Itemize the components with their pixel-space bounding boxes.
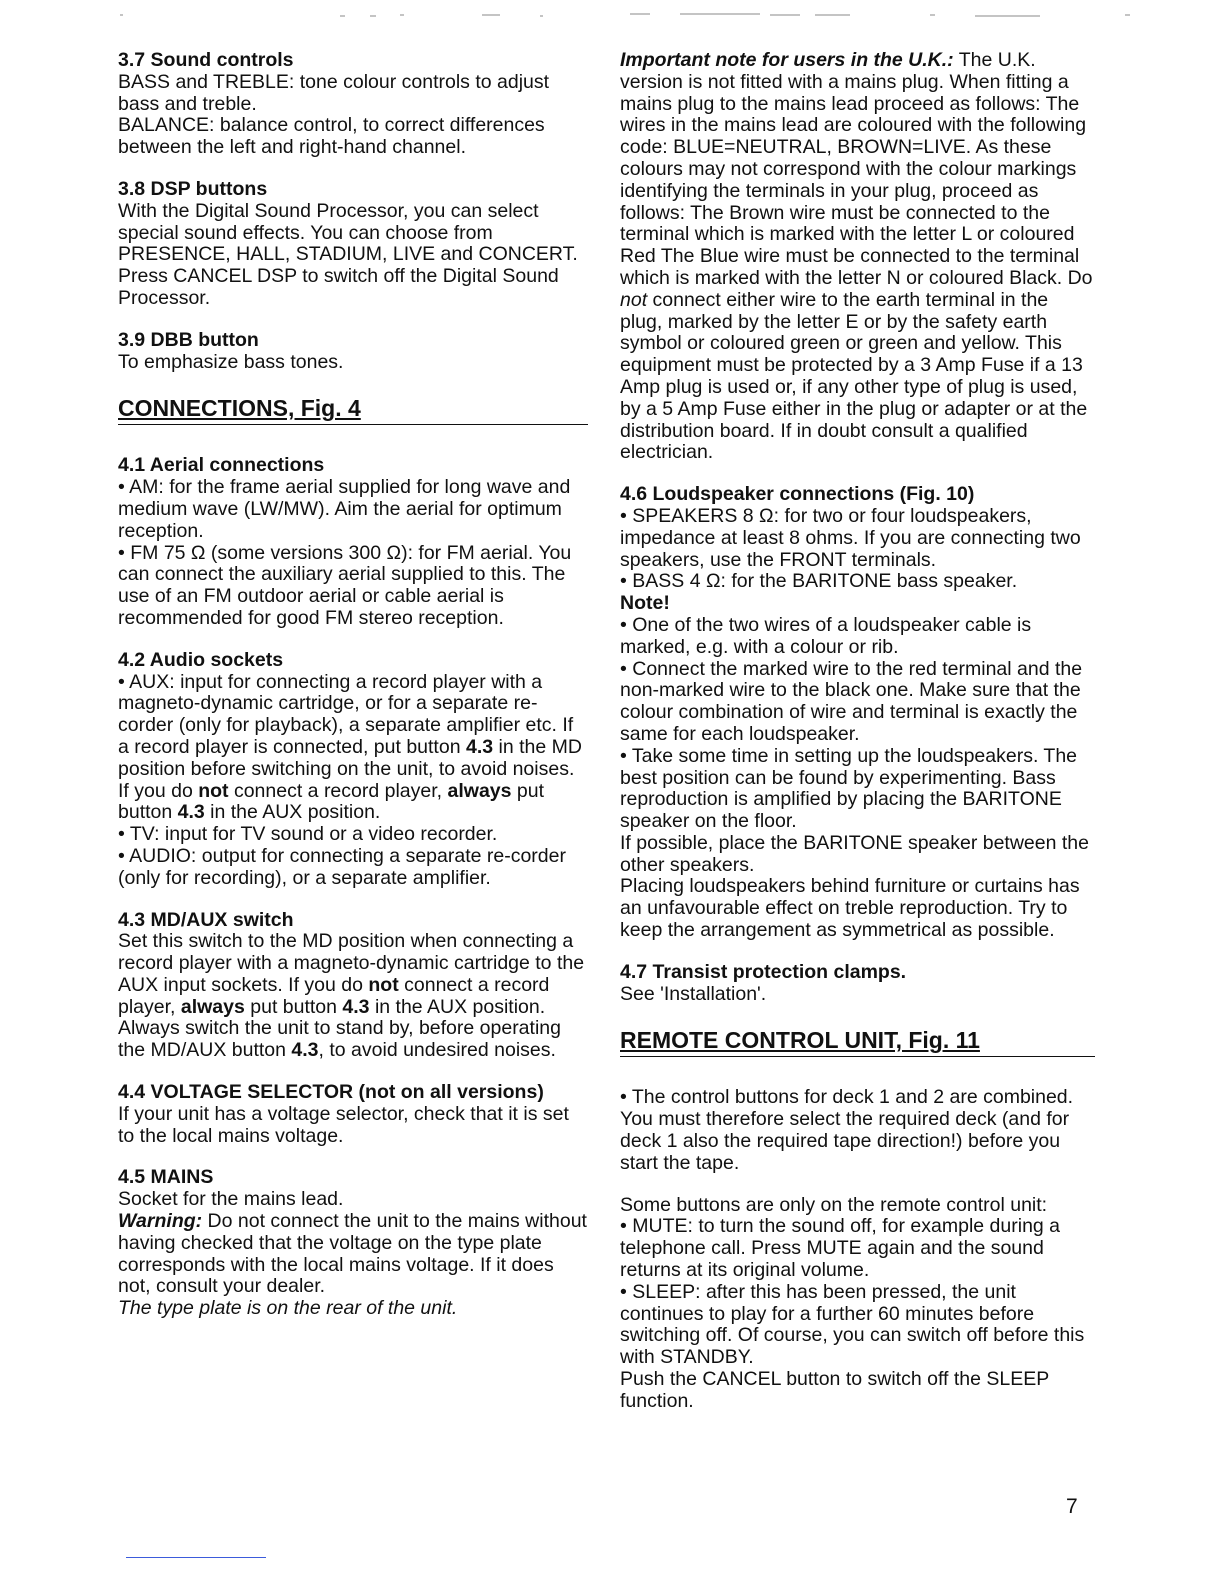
paragraph: With the Digital Sound Processor, you can select special sound effects. You can choose from PRESENCE, HALL, STADIUM, LIVE and CONCERT. (118, 199, 578, 266)
text: Always switch the unit to stand by, before operating the MD/AUX button (118, 1017, 561, 1062)
paragraph: • SLEEP: after this has been pressed, the unit continues to play for a further 60 minutes before switching off. Of course, you can switch off before this with STANDBY. (620, 1280, 1085, 1369)
section-4-3 (118, 910, 588, 1063)
text-bold: always (447, 779, 512, 802)
paragraph: • FM 75 Ω (some versions 300 Ω): for FM aerial. You can connect the auxiliary aerial supplied to this. The use of an FM outdoor aerial or cable aerial is recommended for good FM stereo reception. (118, 541, 572, 629)
paragraph: • Connect the marked wire to the red terminal and the non-marked wire to the black one. Make sure that the colour combination of wire and terminal is exactly the same for each loudspeaker. (620, 657, 1083, 745)
text: in the MD position before switching on the unit, to avoid noises. If you do (118, 735, 582, 802)
paragraph: Placing loudspeakers behind furniture or curtains has an unfavourable effect on treble reproduction. Try to keep the arrangement as symmetrical as possible. (620, 875, 1080, 942)
paragraph: Push the CANCEL button to switch off the SLEEP function. (620, 1368, 1049, 1412)
text-bold: 4.3 (465, 735, 494, 758)
paragraph: If possible, place the BARITONE speaker between the other speakers. (620, 831, 1089, 876)
paragraph: • AM: for the frame aerial supplied for long wave and medium wave (LW/MW). Aim the aerial for optimum reception. (118, 476, 571, 542)
section-4-6 (620, 484, 1095, 942)
text-bold: not (368, 973, 399, 996)
section-title: 4.2 Audio sockets (118, 648, 284, 671)
paragraph (118, 931, 588, 1018)
text: The U.K. version is not fitted with a mains plug. When fitting a mains plug to the mains lead proceed as follows: The wires in the mains lead are coloured with the following code: BLUE=NEUTRAL, BROWN=LIVE. As these colours may not correspond with the colour markings identifying the terminals in your plug, proceed as follows: The Brown wire must be connected to the terminal which is marked with the letter L or coloured Red The Blue wire must be connected to the terminal which is marked with the letter N or coloured Black. Do (620, 49, 1093, 289)
remote-control-section (620, 1087, 1095, 1174)
section-4-5 (118, 1167, 588, 1320)
paragraph: • BASS 4 Ω: for the BARITONE bass speaker. (620, 570, 1018, 593)
paragraph: To emphasize bass tones. (118, 350, 344, 373)
section-title: 4.3 MD/AUX switch (118, 908, 294, 931)
connections-heading: CONNECTIONS, Fig. 4 (118, 395, 588, 425)
paragraph: Some buttons are only on the remote control unit: (620, 1193, 1048, 1216)
paragraph: • One of the two wires of a loudspeaker cable is marked, e.g. with a colour or rib. (620, 613, 1032, 658)
section-4-4 (118, 1082, 588, 1147)
text: connect a record player, (228, 779, 448, 802)
paragraph: • MUTE: to turn the sound off, for example during a telephone call. Press MUTE again and the sound returns at its original volume. (620, 1215, 1061, 1282)
scan-specks (0, 0, 1225, 30)
paragraph: If your unit has a voltage selector, check that it is set to the local mains voltage. (118, 1102, 569, 1147)
scan-artifact-line (126, 1557, 266, 1558)
section-title: 3.7 Sound controls (118, 49, 294, 71)
paragraph: • Take some time in setting up the loudspeakers. The best position can be found by experimenting. Bass reproduction is amplified by placing the BARITONE speaker on the floor. (620, 744, 1078, 833)
text: in the AUX position. (369, 995, 546, 1018)
paragraph (620, 50, 1095, 464)
paragraph: BALANCE: balance control, to correct differences between the left and right-hand channel. (118, 114, 545, 159)
warning-label: Warning: (118, 1210, 203, 1233)
section-3-7 (118, 50, 588, 159)
paragraph: BASS and TREBLE: tone colour controls to adjust bass and treble. (118, 70, 550, 115)
section-3-9 (118, 330, 588, 374)
text: in the AUX position. (204, 801, 381, 824)
text: Set this switch to the MD position when connecting a record player with a magneto-dynamic cartridge to the AUX input sockets. If you do (118, 930, 585, 996)
text: connect a record player, (118, 973, 550, 1018)
section-title: 3.8 DSP buttons (118, 177, 268, 200)
remote-control-buttons (620, 1195, 1095, 1413)
text: put button (118, 779, 545, 824)
paragraph (118, 1211, 588, 1298)
section-title: 4.4 VOLTAGE SELECTOR (not on all versions) (118, 1081, 544, 1104)
paragraph (118, 672, 588, 825)
text: put button (244, 995, 343, 1018)
paragraph: • The control buttons for deck 1 and 2 are combined. You must therefore select the required deck (and for deck 1 also the required tape direction!) before you start the tape. (620, 1086, 1074, 1174)
right-column (620, 50, 1095, 1433)
paragraph: See 'Installation'. (620, 982, 767, 1005)
section-4-7 (620, 962, 1095, 1006)
text-bold: 4.3 (177, 801, 205, 824)
text: Do not connect the unit to the mains without having checked that the voltage on the type plate corresponds with the local mains voltage. If it does not, consult your dealer. (118, 1210, 587, 1298)
uk-note-label: Important note for users in the U.K.: (620, 49, 954, 71)
paragraph: Press CANCEL DSP to switch off the Digital Sound Processor. (118, 265, 559, 309)
section-title: 4.1 Aerial connections (118, 454, 325, 477)
section-title: 4.6 Loudspeaker connections (Fig. 10) (620, 483, 975, 506)
text: , to avoid undesired noises. (318, 1039, 556, 1062)
paragraph: • SPEAKERS 8 Ω: for two or four loudspeakers, impedance at least 8 ohms. If you are connecting two speakers, use the FRONT terminals. (620, 504, 1081, 571)
text-bold: 4.3 (342, 995, 370, 1018)
section-title: 4.7 Transist protection clamps. (620, 960, 907, 983)
note-label: Note! (620, 592, 670, 615)
remote-control-heading: REMOTE CONTROL UNIT, Fig. 11 (620, 1027, 1095, 1057)
paragraph: • TV: input for TV sound or a video recorder. (118, 823, 498, 846)
text-italic: not (620, 288, 648, 311)
section-title: 4.5 MAINS (118, 1166, 214, 1189)
paragraph: Socket for the mains lead. (118, 1188, 344, 1211)
left-column (118, 50, 588, 1340)
page-number: 7 (1066, 1495, 1078, 1518)
text: • AUX: input for connecting a record player with a magneto-dynamic cartridge, or for a separate re-corder (only for playback), a separate amplifier etc. If a record player is connected, put button (118, 670, 574, 758)
text-bold: always (180, 995, 245, 1018)
text-bold: 4.3 (291, 1039, 319, 1062)
paragraph (118, 1018, 588, 1062)
section-title: 3.9 DBB button (118, 328, 259, 351)
text-bold: not (198, 779, 229, 802)
section-4-1 (118, 455, 588, 629)
section-3-8 (118, 179, 588, 310)
section-4-2 (118, 650, 588, 890)
text: connect either wire to the earth terminal in the plug, marked by the letter E or by the safety earth symbol or coloured green or green and yellow. This equipment must be protected by a 3 Amp Fuse if a 13 Amp plug is used or, if any other type of plug is used, by a 5 Amp Fuse either in the plug or adapter or at the distribution board. If in doubt consult a qualified electrician. (620, 288, 1088, 464)
paragraph: The type plate is on the rear of the unit. (118, 1297, 458, 1320)
uk-note (620, 50, 1095, 464)
paragraph: • AUDIO: output for connecting a separate re-corder (only for recording), or a separate amplifier. (118, 844, 566, 889)
